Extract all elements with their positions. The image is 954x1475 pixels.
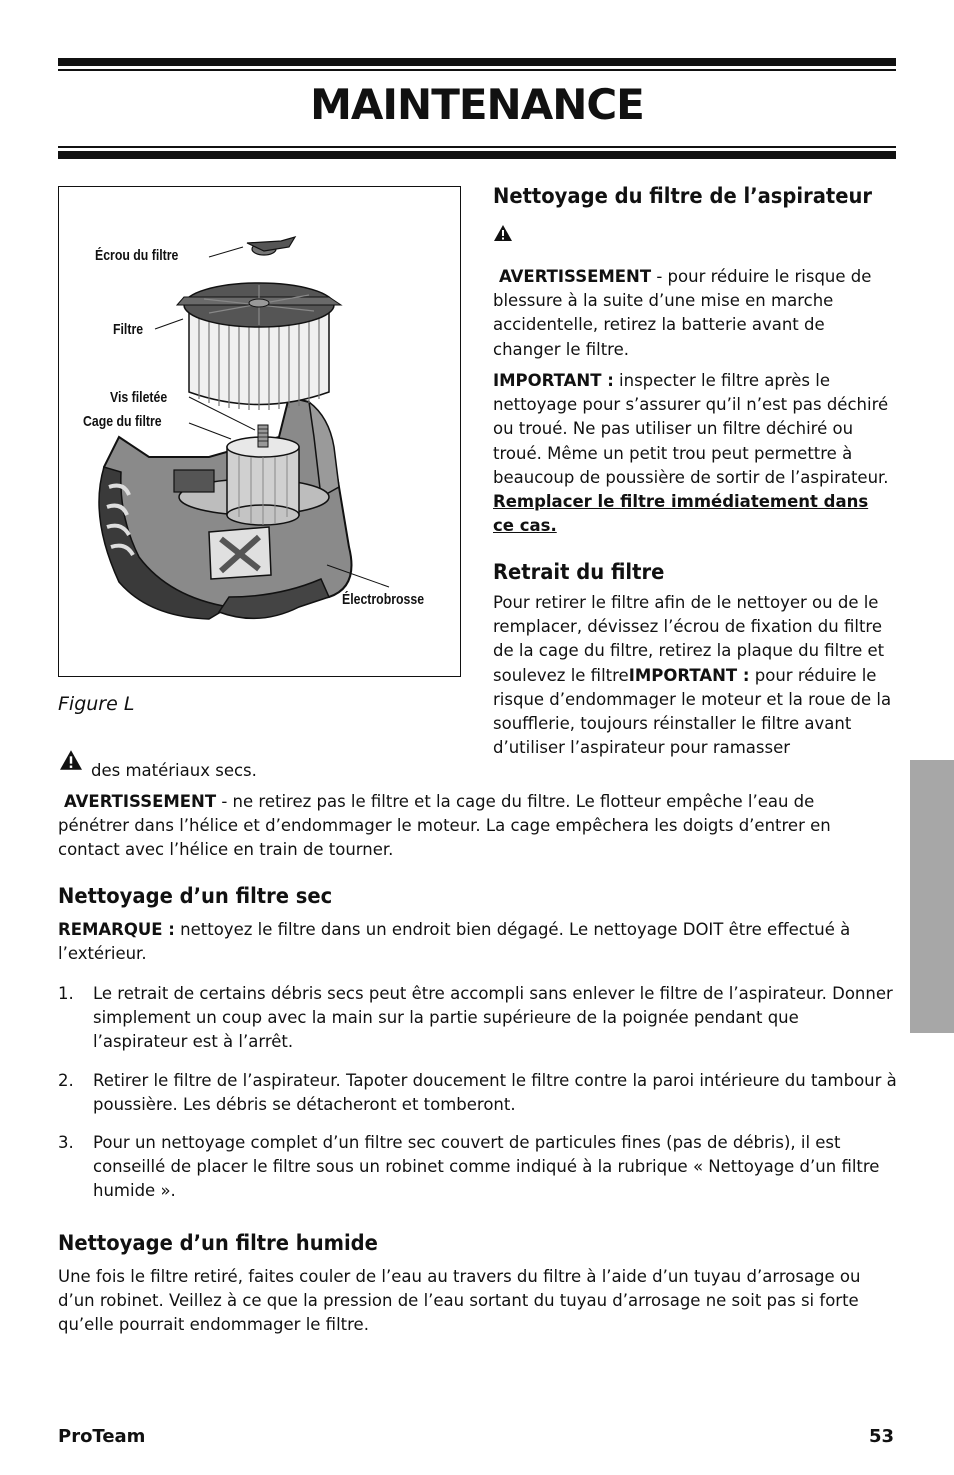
warning-icon <box>493 224 513 242</box>
warning-block <box>58 790 878 863</box>
label-filter: Filtre <box>113 321 144 338</box>
removal-continuation: des matériaux secs. <box>91 761 257 780</box>
header-rule-top-thin <box>58 69 896 71</box>
figure-l <box>58 186 461 677</box>
list-text: Retirer le filtre de l’aspirateur. Tapoter doucement le filtre contre la paroi intérieure du tambour à poussière. Les débris se détacheront et tomberont. <box>93 1070 897 1114</box>
dry-note-text: nettoyez le filtre dans un endroit bien dégagé. Le nettoyage DOIT être effectué à l’extérieur. <box>58 920 851 964</box>
warning-paragraph <box>493 265 893 362</box>
list-text: Pour un nettoyage complet d’un filtre sec couvert de particules fines (pas de débris), il est conseillé de placer le filtre sous un robinet comme indiqué à la rubrique « Nettoyage d’un filtre humide ». <box>93 1133 880 1201</box>
removal-text: Pour retirer le filtre afin de le nettoyer ou de le remplacer, dévissez l’écrou de fixation du filtre de la cage du filtre, retirez la plaque du filtre et soulevez le filtre <box>493 593 885 685</box>
list-text: Le retrait de certains débris secs peut être accompli sans enlever le filtre de l’aspirateur. Donner simplement un coup avec la main sur la partie supérieure de la poignée pendant que l’aspirateur est à l’arrêt. <box>93 984 893 1052</box>
list-number: 3. <box>58 1133 74 1153</box>
side-tab <box>910 760 954 1033</box>
list-item <box>58 1131 898 1204</box>
wet-paragraph: Une fois le filtre retiré, faites couler de l’eau au travers du filtre à l’aide d’un tuyau d’arrosage ou d’un robinet. Veillez à ce que la pression de l’eau sortant du tuyau d’arrosage ne soit pas si forte qu’elle pourrait endommager le filtre. <box>58 1267 861 1335</box>
dry-note-label: REMARQUE : <box>58 920 175 939</box>
page-title: MAINTENANCE <box>310 80 644 129</box>
heading-dry-filter: Nettoyage d’un filtre sec <box>58 884 333 908</box>
important-text: inspecter le filtre après le nettoyage pour s’assurer qu’il n’est pas déchiré ou troué. Ne pas utiliser un filtre déchiré ou troué. Même un petit trou peut permettre à beaucoup de poussière de sortir de l’aspirateur. <box>493 371 889 487</box>
important-label: IMPORTANT : <box>493 371 614 390</box>
dry-note <box>58 918 888 966</box>
header-rule-bottom-thick <box>58 151 896 159</box>
warning-label: AVERTISSEMENT <box>499 267 652 286</box>
list-number: 2. <box>58 1070 74 1090</box>
label-filter-cage: Cage du filtre <box>83 413 162 430</box>
important-underlined: Remplacer le filtre immédiatement dans ce cas. <box>493 492 869 536</box>
heading-wet-filter: Nettoyage d’un filtre humide <box>58 1231 378 1255</box>
warning-text: - pour réduire le risque de blessure à la suite d’une mise en marche accidentelle, retirez la batterie avant de changer le filtre. <box>493 267 872 359</box>
list-item <box>58 982 898 1055</box>
removal-important-text: pour réduire le risque d’endommager le moteur et la roue de la soufflerie, toujours réinstaller le filtre avant d’utiliser l’aspirateur pour ramasser <box>493 665 892 758</box>
dry-steps-list <box>58 982 898 1204</box>
warning-block-label: AVERTISSEMENT <box>64 792 217 811</box>
heading-filter-removal: Retrait du filtre <box>493 560 665 584</box>
label-power-brush: Électrobrosse <box>342 591 425 608</box>
footer-brand: ProTeam <box>58 1426 146 1447</box>
label-threaded-screw: Vis filetée <box>110 389 168 406</box>
important-paragraph <box>493 369 893 538</box>
list-number: 1. <box>58 984 74 1003</box>
label-filter-nut: Écrou du filtre <box>95 247 179 264</box>
figure-caption: Figure L <box>58 693 135 715</box>
heading-cleaning-filter: Nettoyage du filtre de l’aspirateur <box>493 184 873 208</box>
header-rule-bottom-thin <box>58 146 896 148</box>
warning-block-text: - ne retirez pas le filtre et la cage du filtre. Le flotteur empêche l’eau de pénétrer dans l’hélice et d’endommager le moteur. La cage empêchera les doigts d’entrer en contact avec l’hélice en train de tourner. <box>58 792 831 860</box>
removal-important-label: IMPORTANT : <box>628 665 750 685</box>
footer-page-number: 53 <box>868 1426 894 1447</box>
removal-paragraph <box>493 591 897 760</box>
list-item <box>58 1069 898 1117</box>
warning-icon <box>58 749 84 771</box>
header-rule-top-thick <box>58 58 896 66</box>
